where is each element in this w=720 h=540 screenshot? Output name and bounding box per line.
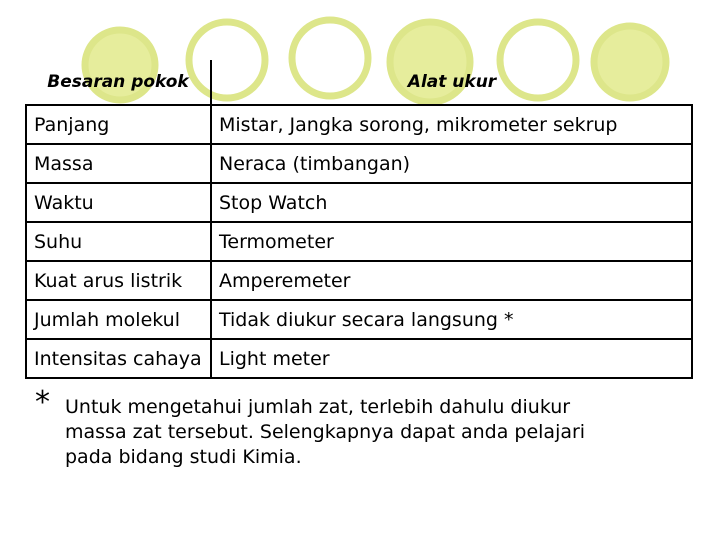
footnote-text	[65, 395, 705, 470]
quantity-cell: Waktu	[26, 183, 211, 222]
table-row	[26, 144, 692, 183]
footnote-line: Untuk mengetahui jumlah zat, terlebih dahulu diukur	[65, 396, 571, 418]
table-row	[26, 339, 692, 378]
quantity-cell: Intensitas cahaya	[26, 339, 211, 378]
quantity-cell: Jumlah molekul	[26, 300, 211, 339]
footnote-marker: *	[35, 385, 50, 420]
instrument-cell: Stop Watch	[211, 183, 692, 222]
measurement-table	[25, 60, 693, 379]
instrument-cell: Amperemeter	[211, 261, 692, 300]
instrument-cell: Termometer	[211, 222, 692, 261]
quantity-cell: Suhu	[26, 222, 211, 261]
footnote-line: massa zat tersebut. Selengkapnya dapat anda pelajari	[65, 421, 586, 443]
table-row	[26, 183, 692, 222]
footnote-line: pada bidang studi Kimia.	[65, 446, 302, 468]
quantity-cell: Massa	[26, 144, 211, 183]
instrument-cell: Neraca (timbangan)	[211, 144, 692, 183]
column-header-quantity: Besaran pokok	[26, 60, 211, 105]
instrument-cell: Light meter	[211, 339, 692, 378]
column-header-instrument: Alat ukur	[211, 60, 692, 105]
table-header-row	[26, 60, 692, 105]
table-row	[26, 261, 692, 300]
instrument-cell: Tidak diukur secara langsung *	[211, 300, 692, 339]
table-row	[26, 105, 692, 144]
quantity-cell: Panjang	[26, 105, 211, 144]
table-row	[26, 222, 692, 261]
instrument-cell: Mistar, Jangka sorong, mikrometer sekrup	[211, 105, 692, 144]
quantity-cell: Kuat arus listrik	[26, 261, 211, 300]
table-row	[26, 300, 692, 339]
